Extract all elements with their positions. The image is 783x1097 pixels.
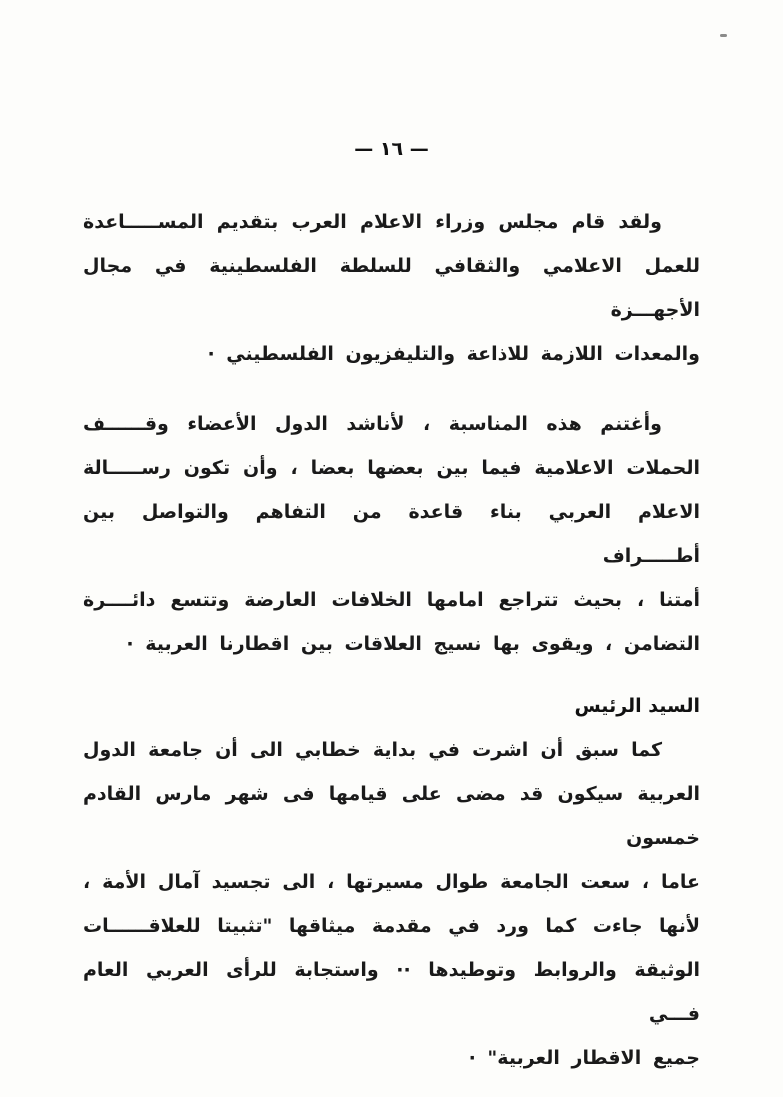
text-line: كما سبق أن اشرت في بداية خطابي الى أن جامعة الدول [83,739,662,761]
text-line: الحملات الاعلامية فيما بين بعضها بعضا ، وأن تكون رســـــالة [83,457,700,479]
text-line: العربية سيكون قد مضى على قيامها فى شهر مارس القادم خمسون [83,783,700,849]
text-line: وأغتنم هذه المناسبة ، لأناشد الدول الأعضاء وقــــــف [83,413,662,435]
text-line: الوثيقة والروابط وتوطيدها ·· واستجابة للرأى العربي العام فـــي [83,959,700,1025]
page-number: — ١٦ — [354,138,429,160]
text-line: عاما ، سعت الجامعة طوال مسيرتها ، الى تجسيد آمال الأمة ، [83,871,700,893]
text-line: ولقد قام مجلس وزراء الاعلام العرب بتقديم المســـــاعدة [83,211,662,233]
text-line: أمتنا ، بحيث تتراجع امامها الخلافات العارضة وتتسع دائــــرة [83,589,700,611]
paragraph-2 [83,402,700,666]
text-line: الاعلام العربي بناء قاعدة من التفاهم والتواصل بين أطـــــراف [83,501,700,567]
text-line: جميع الاقطار العربية" · [468,1047,700,1069]
text-line: للعمل الاعلامي والثقافي للسلطة الفلسطينية في مجال الأجهـــزة [83,255,700,321]
scan-artifact [720,34,727,37]
text-line: والمعدات اللازمة للاذاعة والتليفزيون الفلسطيني · [207,343,700,365]
page-content [83,0,700,1080]
text-line: لأنها جاءت كما ورد في مقدمة ميثاقها "تثبيتا للعلاقــــــات [83,915,700,937]
text-line: التضامن ، ويقوى بها نسيج العلاقات بين اقطارنا العربية · [126,633,700,655]
paragraph-3 [83,728,700,1080]
section-heading: السيد الرئيس [574,695,700,717]
paragraph-1 [83,200,700,376]
